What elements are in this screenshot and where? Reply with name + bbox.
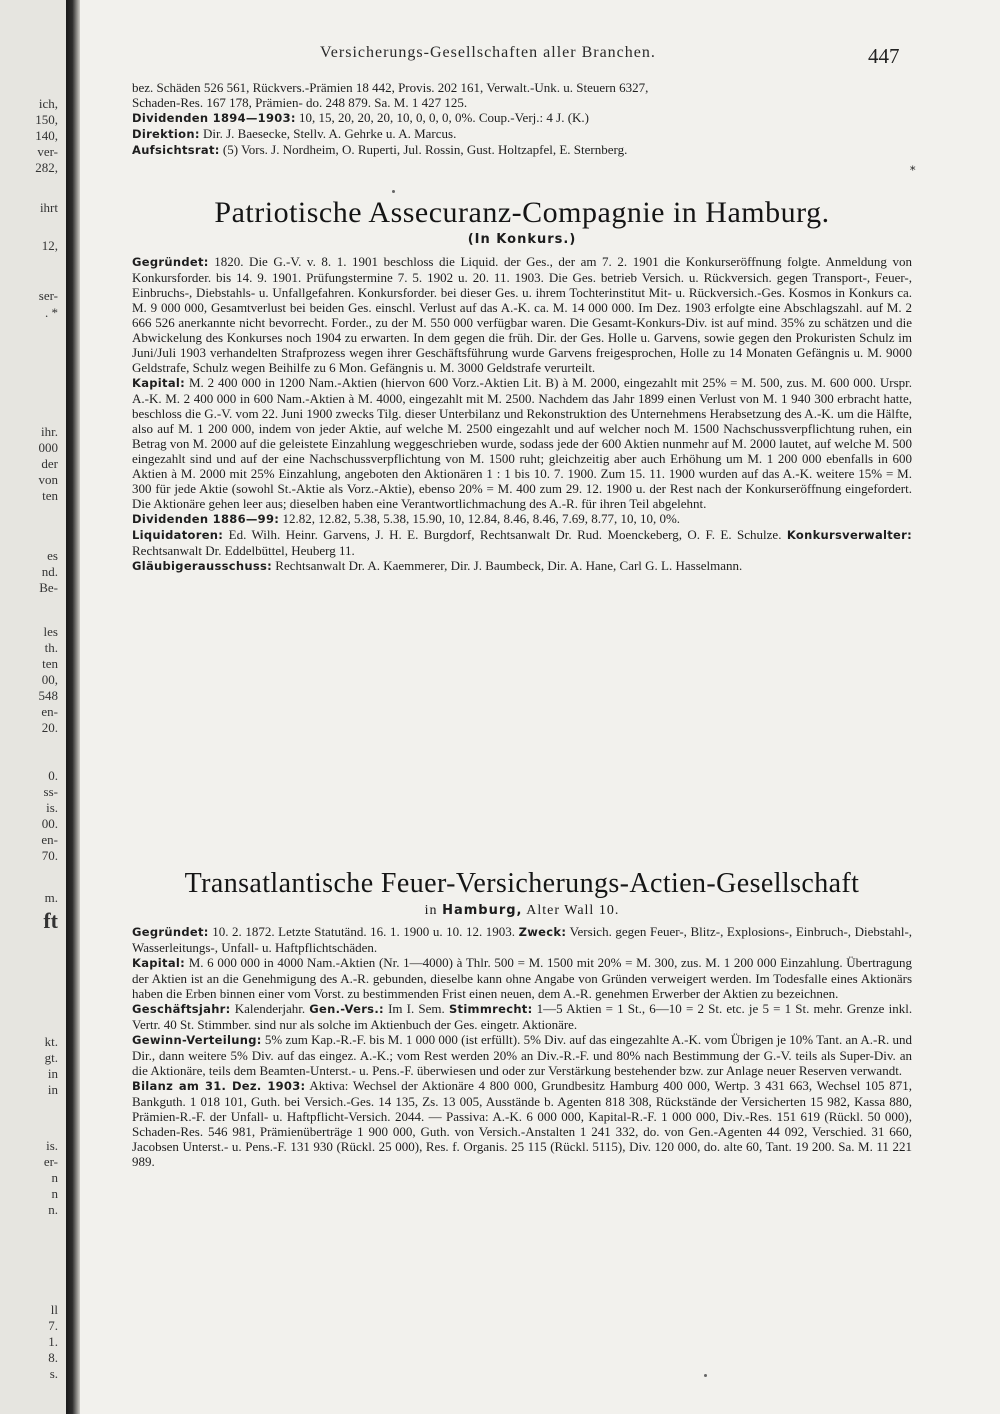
intro-dividenden bbox=[132, 110, 912, 126]
facing-page-fragment: en- bbox=[41, 832, 58, 847]
bilanz-paragraph bbox=[132, 1078, 912, 1169]
facing-page-fragment: ihr. bbox=[41, 424, 58, 439]
adjacent-page-margin bbox=[0, 0, 66, 1414]
genvers-value: Im I. Sem. bbox=[388, 1001, 445, 1016]
facing-page-fragment: ten bbox=[42, 656, 58, 671]
zweck-label: Zweck: bbox=[518, 925, 567, 939]
facing-page-fragment: m. bbox=[44, 890, 58, 905]
value: 12.82, 12.82, 5.38, 5.38, 15.90, 10, 12.84, 8.46, 8.46, 7.69, 8.77, 10, 10, 0%. bbox=[282, 511, 681, 526]
label: Dividenden 1886—99: bbox=[132, 512, 280, 526]
label: Geschäftsjahr: bbox=[132, 1002, 231, 1016]
stimmrecht-label: Stimmrecht: bbox=[448, 1002, 533, 1016]
label: Gegründet: bbox=[132, 255, 209, 269]
facing-page-fragment: en- bbox=[41, 704, 58, 719]
company-title-patriotische: Patriotische Assecuranz-Compagnie in Hamburg. bbox=[214, 196, 830, 229]
company-status-subtitle: (In Konkurs.) bbox=[467, 232, 577, 247]
facing-page-fragment: es bbox=[47, 548, 58, 563]
print-speck bbox=[392, 190, 395, 193]
facing-page-fragment: n. bbox=[48, 1202, 58, 1217]
value: 10. 2. 1872. Letzte Statutänd. 16. 1. 1900 u. 10. 12. 1903. bbox=[212, 924, 516, 939]
facing-page-fragment: 1. bbox=[48, 1334, 58, 1349]
intro-aufsichtsrat bbox=[132, 142, 912, 158]
document-page bbox=[92, 0, 922, 1414]
facing-page-fragment: n bbox=[51, 1170, 58, 1185]
facing-page-fragment: gt. bbox=[44, 1050, 58, 1065]
facing-page-fragment: ft bbox=[43, 908, 58, 933]
facing-page-fragment: der bbox=[41, 456, 58, 471]
value: M. 2 400 000 in 1200 Nam.-Aktien (hiervon 600 Vorz.-Aktien Lit. B) à M. 2000, eingezahlt mit 25% = M. 500, zus. M. 600 000. Urspr. A.-K. M. 2 400 000 in 600 Nam.-Aktien à M. 4000, eingezahlt mit M. 2500. Nachdem das Jahr 1899 einen Verlust von M. 1 940 300 erbracht hatte, beschloss die G.-V. vom 22. Juni 1900 zwecks Tilg. dieser Unterbilanz und Rekonstruktion des Unternehmens Herabsetzung des A.-K. um die Hälfte, also auf M. 1 200 000, indem von jeder Aktie, auf welche M. 2500 eingezahlt und auf welcher noch M. 1500 Nachschussverpflichtung ruhen, ein Betrag von M. 2000 auf die geleistete Einzahlung weggeschrieben wurde, sodass jede der 600 Aktien nunmehr auf M. 2000 lautet, auf welche M. 500 eingezahlt sind und auf der eine Nachschussverpflichtung von M. 1500 ruht; gleichzeitig aber auch Erhöhung um M. 1 200 000 ebenfalls in 600 Aktien à M. 2000 mit 25% Einzahlung, angeboten den Aktionären 1 : 1 bis 10. 7. 1900. Zum 15. 11. 1900 wurden auf das A.-K. weitere 15% = M. 300 für jede Aktie (sowohl St.-Aktie als Vorz.-Aktie), ebenso 20% = M. 400 zum 29. 12. 1900 u. der Rest nach der Konkurseröffnung eingefordert. Die Aktionäre gehen leer aus; dieselben haben eine Verantwortlichmachung des A.-R. für ihren Teil abgelehnt. bbox=[132, 375, 912, 511]
value: 1820. Die G.-V. v. 8. 1. 1901 beschloss die Liquid. der Ges., der am 7. 2. 1901 die Konkurseröffnung folgte. Anmeldung von Konkursforder. bis 14. 9. 1901. Prüfungstermine 7. 5. 1902 u. 20. 11. 1903. Die Ges. betrieb Versich. u. Rückversich. gegen Transport-, Feuer-, Einbruchs-, Diebstahls- u. Unfallgefahren. Konkursforder. bei dieser Ges. u. ihrem Tochterinstitut Mit- u. Rückversich.-Ges. Kosmos in Konkurs ca. M. 9 000 000, Gesamtverlust bei beiden Ges. einschl. Verlust auf das A.-K. ca. M. 14 000 000. Im Dez. 1903 erfolgte eine Abschlagszahl. auf M. 2 666 526 anerkannte nicht bevorrecht. Forder., zu der M. 550 000 verfügbar waren. Die Gesamt-Konkurs-Div. ist auf mind. 35% zu schätzen und die Abwickelung des Konkurses noch 1904 zu erwarten. In dem gegen die früh. Dir. der Ges. Holle u. Garvens, sowie gegen den Prokuristen Schulz im Juni/Juli 1903 verhandelten Strafprozess wegen ihrer Geschäftsführung wurde Garvens freigesprochen, Holle zu 14 Monaten Gefängnis u. M. 9000 Geldstrafe, Schulz wegen Beihilfe zu 6 Mon. Gefängnis u. M. 3000 Geldstrafe verurteilt. bbox=[132, 254, 912, 375]
facing-page-fragment: 12, bbox=[41, 238, 58, 253]
geschaeftsjahr-paragraph bbox=[132, 1001, 912, 1032]
glaeubiger-paragraph bbox=[132, 558, 912, 574]
facing-page-fragment: 00, bbox=[41, 672, 58, 687]
company-entry-patriotische bbox=[132, 254, 912, 574]
label: Direktion: bbox=[132, 127, 200, 141]
facing-page-fragment: 548 bbox=[38, 688, 58, 703]
genvers-label: Gen.-Vers.: bbox=[309, 1002, 384, 1016]
value: Dir. J. Baesecke, Stellv. A. Gehrke u. A. Marcus. bbox=[202, 126, 457, 141]
dividenden-paragraph bbox=[132, 511, 912, 527]
facing-page-fragment: 150, bbox=[35, 112, 58, 127]
facing-page-fragment: ver- bbox=[37, 144, 58, 159]
facing-page-fragment: n bbox=[51, 1186, 58, 1201]
facing-page-fragment: 7. bbox=[48, 1318, 58, 1333]
value: Aktiva: Wechsel der Aktionäre 4 800 000, Grundbesitz Hamburg 400 000, Wertp. 3 431 663, Wechsel 105 871, Bankguth. 1 018 101, Guth. bei Versich.-Ges. 14 135, Zs. 13 005, Ausstände b. Agenten 818 308, Rückstände der Versicherten 15 982, Kassa 880, Prämien-R.-F. der Unfall- u. Haftpflicht-Versich. 2044. — Passiva: A.-K. 6 000 000, Kapital-R.-F. 1 000 000, Div.-Res. 151 619 (Rückl. 50 000), Schaden-Res. 546 981, Prämienüberträge 1 900 000, Guth. von Versich.-Anstalten 1 241 332, do. von Gen.-Agenten 44 092, Verschied. 31 660, Jacobsen Unterst.- u. Pens.-F. 131 930 (Rückl. 25 000), Res. f. Organis. 25 115 (Rückl. 5115), Div. 120 000, do. alte 60, Tant. 19 200. Sa. M. 11 221 989. bbox=[132, 1078, 912, 1169]
entry-asterisk: * bbox=[910, 164, 916, 177]
label: Gegründet: bbox=[132, 925, 209, 939]
intro-line-1: bez. Schäden 526 561, Rückvers.-Prämien 18 442, Provis. 202 161, Verwalt.-Unk. u. Steuern 6327, bbox=[132, 80, 649, 95]
running-header: Versicherungs-Gesellschaften aller Branchen. bbox=[320, 44, 656, 61]
facing-page-fragment: ss- bbox=[43, 784, 58, 799]
facing-page-fragment: 140, bbox=[35, 128, 58, 143]
intro-line-2: Schaden-Res. 167 178, Prämien- do. 248 879. Sa. M. 1 427 125. bbox=[132, 95, 468, 110]
value: 10, 15, 20, 20, 20, 10, 0, 0, 0, 0%. Coup.-Verj.: 4 J. (K.) bbox=[299, 110, 589, 125]
zweck-value: Versich. gegen Feuer-, Blitz-, Explosions-, Einbruch-, Diebstahl-, Wasserleitungs-, Unfall- u. Haftpflichtschäden. bbox=[132, 924, 913, 955]
label: Liquidatoren: bbox=[132, 528, 224, 542]
facing-page-fragment: 000 bbox=[38, 440, 58, 455]
kapital-paragraph bbox=[132, 955, 912, 1001]
facing-page-fragment: th. bbox=[44, 640, 58, 655]
facing-page-fragment: er- bbox=[43, 1154, 58, 1169]
facing-page-fragment: 70. bbox=[41, 848, 58, 863]
facing-page-fragment: 00. bbox=[41, 816, 58, 831]
label: Dividenden 1894—1903: bbox=[132, 111, 296, 125]
facing-page-fragment: is. bbox=[46, 800, 58, 815]
value: (5) Vors. J. Nordheim, O. Ruperti, Jul. Rossin, Gust. Holtzapfel, E. Sternberg. bbox=[222, 142, 628, 157]
facing-page-fragment: ten bbox=[42, 488, 58, 503]
label: Bilanz am 31. Dez. 1903: bbox=[132, 1079, 306, 1093]
facing-page-fragment: ihrt bbox=[39, 200, 58, 215]
facing-page-fragment: von bbox=[38, 472, 58, 487]
book-binding-shadow bbox=[66, 0, 80, 1414]
location-city: Hamburg, bbox=[442, 903, 523, 918]
label: Kapital: bbox=[132, 376, 186, 390]
previous-entry-tail bbox=[132, 80, 912, 158]
facing-page-fragment: in bbox=[47, 1082, 58, 1097]
gewinn-paragraph bbox=[132, 1032, 912, 1078]
facing-page-fragment: 8. bbox=[48, 1350, 58, 1365]
facing-page-fragment: is. bbox=[46, 1138, 58, 1153]
facing-page-fragment: ser- bbox=[38, 288, 58, 303]
company-title-transatlantische: Transatlantische Feuer-Versicherungs-Actien-Gesellschaft bbox=[184, 868, 860, 899]
location-address: Alter Wall 10. bbox=[526, 903, 620, 918]
facing-page-fragment: 282, bbox=[35, 160, 58, 175]
facing-page-fragment: kt. bbox=[44, 1034, 58, 1049]
facing-page-fragment: Be- bbox=[39, 580, 58, 595]
kapital-paragraph bbox=[132, 375, 912, 511]
gegruendet-paragraph bbox=[132, 924, 912, 955]
intro-direktion bbox=[132, 126, 912, 142]
value: Kalenderjahr. bbox=[234, 1001, 306, 1016]
company-location bbox=[132, 903, 912, 919]
facing-page-fragment: s. bbox=[49, 1366, 58, 1381]
label: Gewinn-Verteilung: bbox=[132, 1033, 262, 1047]
facing-page-fragment: in bbox=[47, 1066, 58, 1081]
print-speck bbox=[704, 1374, 707, 1377]
value: 5% zum Kap.-R.-F. bis M. 1 000 000 (ist erfüllt). 5% Div. auf das eingezahlte A.-K. vom Übrigen je 10% Tant. an A.-R. und Dir., dann weitere 5% Div. auf das eingez. A.-K.; vom Rest werden 20% an Div.-R.-F. und 80% nach Bestimmung der G.-V. teils als Super-Div. an die Aktionäre, teils dem Beamten-Unterst.- u. Pens.-F. überwiesen und oder zur Verstärkung bestehender bzw. zur Anlage neuer Reserven verwandt. bbox=[132, 1032, 912, 1078]
page-number: 447 bbox=[868, 44, 900, 68]
facing-page-fragment: ll bbox=[50, 1302, 58, 1317]
location-prefix: in bbox=[424, 903, 438, 918]
facing-page-fragment: ich, bbox=[38, 96, 58, 111]
value: Rechtsanwalt Dr. A. Kaemmerer, Dir. J. Baumbeck, Dir. A. Hane, Carl G. L. Hasselmann. bbox=[275, 558, 743, 573]
label: Aufsichtsrat: bbox=[132, 143, 220, 157]
stimmrecht-value: 1—5 Aktien = 1 St., 6—10 = 2 St. etc. je 5 = 1 St. mehr. Grenze inkl. Vertr. 40 St. Stimmber. sind nur als solche im Aktienbuch der Ges. eingetr. Aktionäre. bbox=[132, 1001, 913, 1032]
konkursverwalter-value: Rechtsanwalt Dr. Eddelbüttel, Heuberg 11. bbox=[132, 543, 355, 558]
label: Kapital: bbox=[132, 956, 186, 970]
liquidatoren-paragraph bbox=[132, 527, 912, 558]
value: Ed. Wilh. Heinr. Garvens, J. H. E. Burgdorf, Rechtsanwalt Dr. Rud. Moenckeberg, O. F. E. Schulze. bbox=[228, 527, 782, 542]
facing-page-fragment: . * bbox=[45, 305, 58, 320]
konkursverwalter-label: Konkursverwalter: bbox=[786, 528, 913, 542]
gegruendet-paragraph bbox=[132, 254, 912, 375]
facing-page-fragment: les bbox=[43, 624, 58, 639]
facing-page-fragment: 20. bbox=[41, 720, 58, 735]
facing-page-fragment: nd. bbox=[41, 564, 58, 579]
value: M. 6 000 000 in 4000 Nam.-Aktien (Nr. 1—4000) à Thlr. 500 = M. 1500 mit 20% = M. 300, zus. M. 1 200 000 Einzahlung. Übertragung der Aktien ist an die Genehmigung des A.-R. gebunden, dieselbe kann ohne Angabe von Gründen verweigert werden. Im Todesfalle eines Aktionärs haben die Erben binnen einer vom Vorst. zu bestimmenden Frist einen neuen, dem A.-R. genehmen Erwerber der Aktien zu bezeichnen. bbox=[132, 955, 912, 1001]
facing-page-fragment: 0. bbox=[48, 768, 58, 783]
label: Gläubigerausschuss: bbox=[132, 559, 273, 573]
company-entry-transatlantische bbox=[132, 924, 912, 1169]
